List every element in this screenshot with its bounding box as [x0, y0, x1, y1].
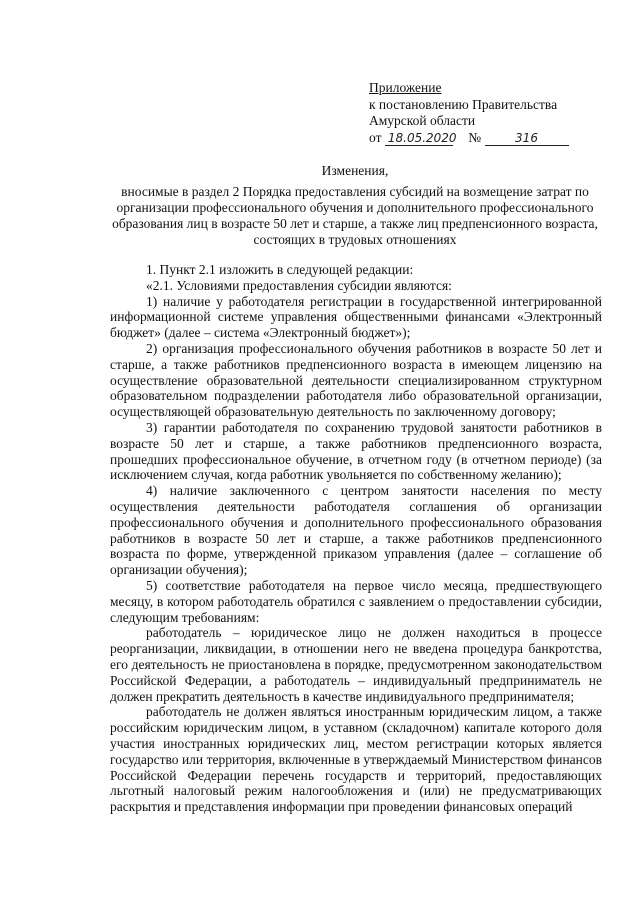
- paragraph: работодатель – юридическое лицо не должен находиться в процессе реорганизации, ликвидации, в отношении него не введена процедура банкротства, его деятельность не приостановлена в порядке, предусмотренном законодательством Российской Федерации, а работодатель – индивидуальный предприниматель не должен прекратить деятельность в качестве индивидуального предпринимателя;: [110, 625, 602, 704]
- date-prefix: от: [369, 129, 382, 145]
- approval-region-line: Амурской области: [369, 113, 476, 128]
- paragraph: 3) гарантии работодателя по сохранению трудовой занятости работников в возрасте 50 лет и старше, а также работников предпенсионного возраста, прошедших профессиональное обучение, в отчетном году (в отчетном периоде) (за исключением случая, когда работник увольняется по собственному желанию);: [110, 419, 602, 483]
- approval-date-number-line: [369, 130, 619, 147]
- approval-title: Приложение: [369, 80, 442, 95]
- paragraph: 2) организация профессионального обучения работников в возрасте 50 лет и старше, а также работников предпенсионного возраста в имеющем лицензию на осуществление образовательной деятельности специализированном структурном образовательном подразделении работодателя либо образовательной организации, осуществляющей образовательную деятельность по заключенному договору;: [110, 340, 602, 420]
- approval-decree-line: к постановлению Правительства: [369, 96, 558, 112]
- paragraph: «2.1. Условиями предоставления субсидии являются:: [146, 277, 452, 293]
- document-heading: [100, 163, 610, 248]
- document-body: [110, 262, 602, 815]
- heading-subtitle: вносимые в раздел 2 Порядка предоставления субсидий на возмещение затрат по организации профессионального обучения и дополнительного профессионального образования лиц в возрасте 50 лет и старше, а также лиц предпенсионного возраста, состоящих в трудовых отношениях: [112, 184, 598, 247]
- handwritten-number: 316: [485, 132, 569, 146]
- paragraph: работодатель не должен являться иностранным юридическим лицом, а также российским юридическим лицом, в уставном (складочном) капитале которого доля участия иностранных юридических лиц, местом регистрации которых является государство или территория, включенные в утверждаемый Министерством финансов Российской Федерации перечень государств и территорий, предоставляющих льготный налоговый режим налогообложения и (или) не предусматривающих раскрытия и представления информации при проведении финансовых операций: [110, 704, 602, 815]
- paragraph: 5) соответствие работодателя на первое число месяца, предшествующего месяцу, в котором работодатель обратился с заявлением о предоставлении субсидии, следующим требованиям:: [110, 577, 602, 625]
- paragraph: 4) наличие заключенного с центром занятости населения по месту осуществления деятельности работодателя соглашения об организации профессионального обучения и дополнительного профессионального образования работников в возрасте 50 лет и старше, а также работников предпенсионного возраста по форме, утвержденной приказом управления (далее – соглашение об организации обучения);: [110, 483, 602, 578]
- paragraph: 1. Пункт 2.1 изложить в следующей редакции:: [146, 262, 414, 277]
- paragraph: 1) наличие у работодателя регистрации в государственной интегрированной информационной системе управления общественными финансами «Электронный бюджет» (далее – система «Электронный бюджет»);: [110, 293, 602, 341]
- handwritten-date: 18.05.2020: [385, 132, 453, 146]
- heading-title: Изменения,: [321, 163, 389, 178]
- approval-block: [369, 80, 619, 146]
- number-prefix: №: [468, 129, 482, 145]
